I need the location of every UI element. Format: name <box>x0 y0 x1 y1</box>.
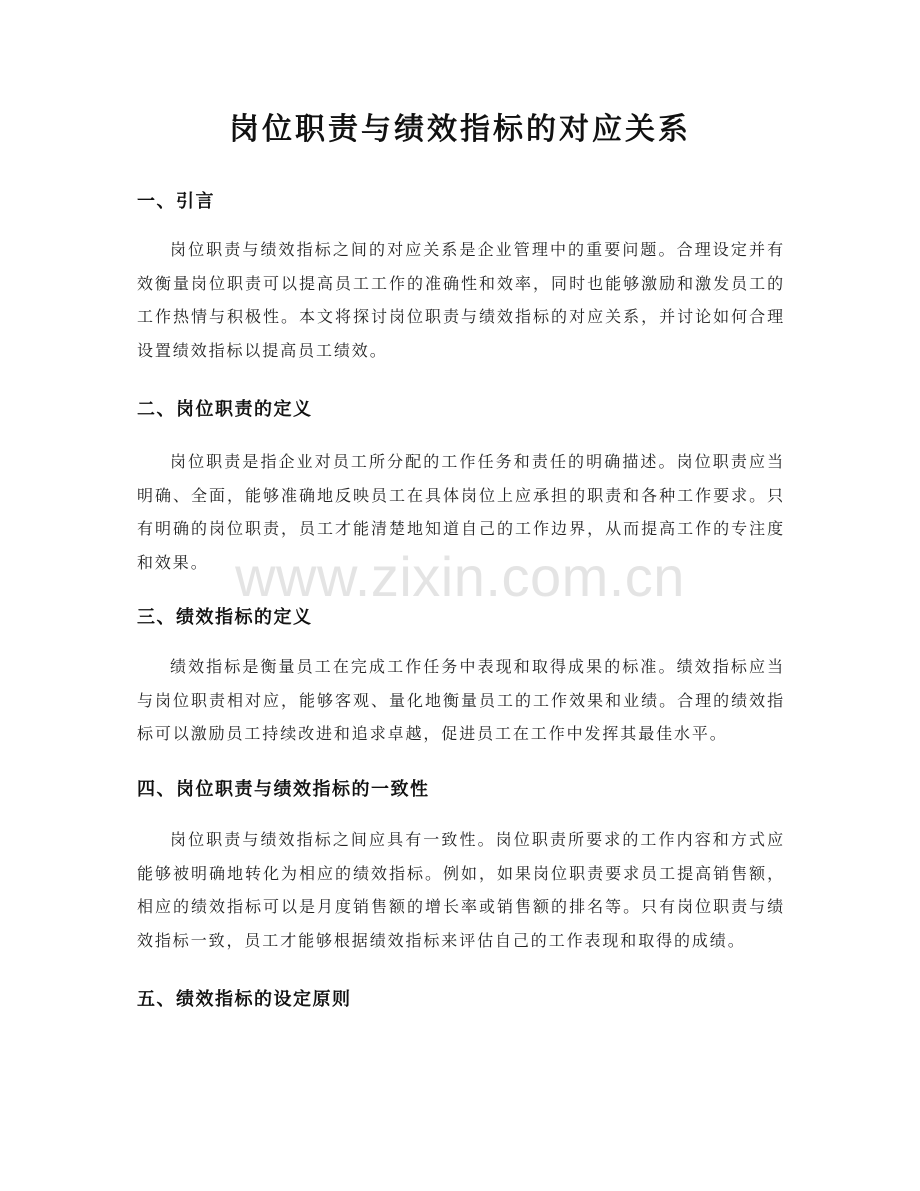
page-title: 岗位职责与绩效指标的对应关系 <box>229 112 691 147</box>
watermark: www.zixin.com.cn <box>235 545 685 608</box>
section-heading-kpi-definition: 三、绩效指标的定义 <box>137 607 313 628</box>
section-heading-job-duty-definition: 二、岗位职责的定义 <box>137 399 313 420</box>
section-heading-kpi-principles: 五、绩效指标的设定原则 <box>137 989 352 1010</box>
section-paragraph-job-duty-definition: 岗位职责是指企业对员工所分配的工作任务和责任的明确描述。岗位职责应当明确、全面，能够准确地反映员工在具体岗位上应承担的职责和各种工作要求。只有明确的岗位职责，员工才能清楚地知道自己的工作边界，从而提高工作的专注度和效果。 <box>137 452 785 572</box>
section-heading-consistency: 四、岗位职责与绩效指标的一致性 <box>137 779 430 800</box>
section-paragraph-introduction: 岗位职责与绩效指标之间的对应关系是企业管理中的重要问题。合理设定并有效衡量岗位职责可以提高员工工作的准确性和效率，同时也能够激励和激发员工的工作热情与积极性。本文将探讨岗位职责与绩效指标的对应关系，并讨论如何合理设置绩效指标以提高员工绩效。 <box>137 240 785 360</box>
section-heading-introduction: 一、引言 <box>137 191 215 212</box>
section-paragraph-kpi-definition: 绩效指标是衡量员工在完成工作任务中表现和取得成果的标准。绩效指标应当与岗位职责相对应，能够客观、量化地衡量员工的工作效果和业绩。合理的绩效指标可以激励员工持续改进和追求卓越，促进员工在工作中发挥其最佳水平。 <box>137 657 785 743</box>
section-paragraph-consistency: 岗位职责与绩效指标之间应具有一致性。岗位职责所要求的工作内容和方式应能够被明确地转化为相应的绩效指标。例如，如果岗位职责要求员工提高销售额，相应的绩效指标可以是月度销售额的增长率或销售额的排名等。只有岗位职责与绩效指标一致，员工才能够根据绩效指标来评估自己的工作表现和取得的成绩。 <box>137 830 785 950</box>
